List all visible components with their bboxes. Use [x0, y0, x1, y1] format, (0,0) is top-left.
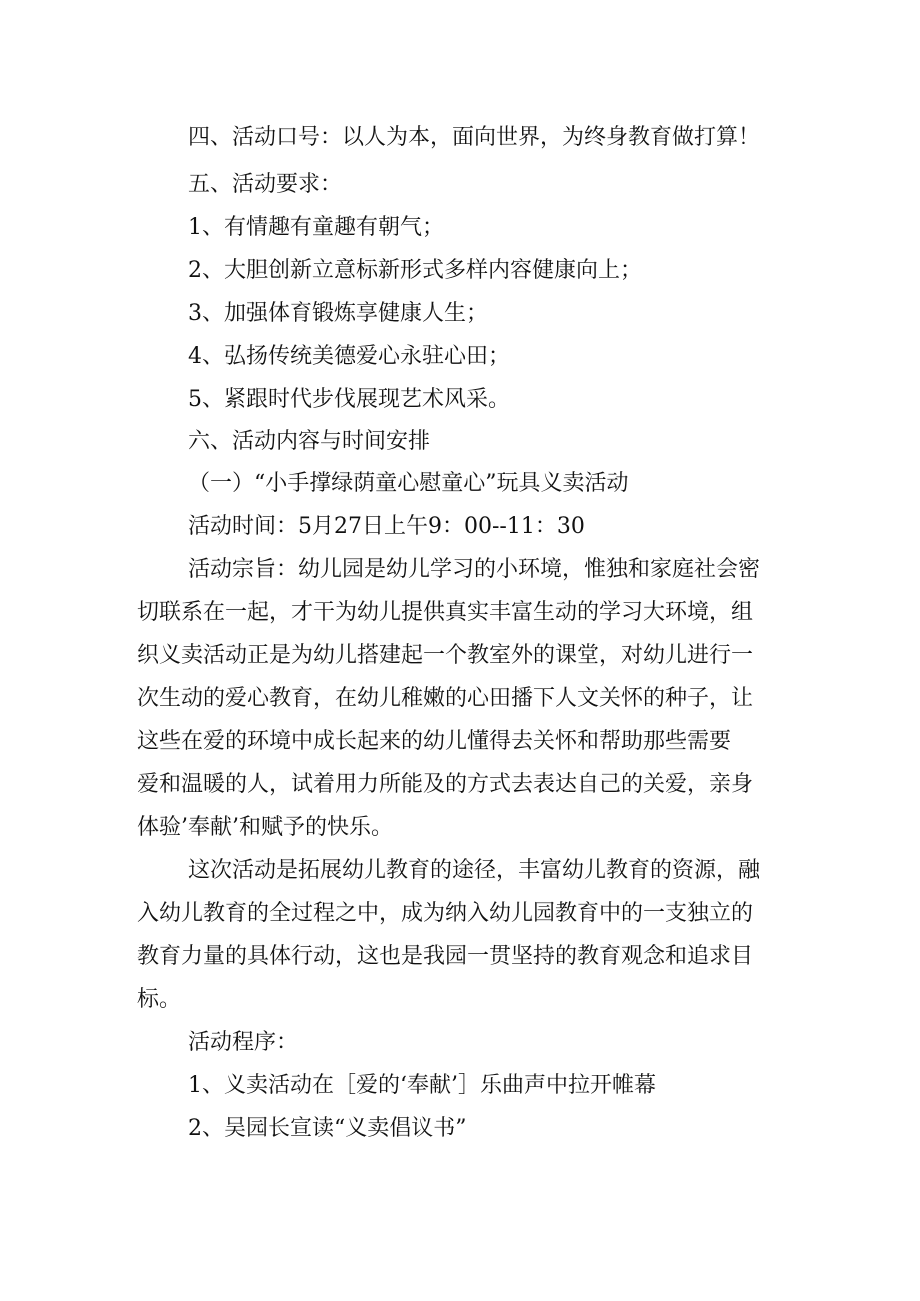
purpose-paragraph-line-2: 切联系在一起，才干为幼儿提供真实丰富生动的学习大环境，组 [137, 600, 754, 625]
slogan-line: 四、活动口号：以人为本，面向世界，为终身教育做打算！ [188, 125, 761, 150]
purpose-paragraph-line-5: 这些在爱的环境中成长起来的幼儿懂得去关怀和帮助那些需要 [137, 729, 732, 754]
requirement-item-5: 5、紧跟时代步伐展现艺术风采。 [188, 387, 510, 412]
requirement-item-3: 3、加强体育锻炼享健康人生； [188, 301, 488, 326]
purpose-paragraph-line-6: 爱和温暖的人，试着用力所能及的方式去表达自己的关爱，亲身 [137, 772, 754, 797]
requirement-item-4: 4、弘扬传统美德爱心永驻心田； [188, 344, 510, 369]
activity-time: 活动时间：5月27日上午9：00--11：30 [188, 514, 585, 539]
subsection-heading: （一）“小手撑绿荫童心慰童心”玩具义卖活动 [188, 471, 629, 496]
requirements-heading: 五、活动要求： [188, 172, 343, 197]
significance-paragraph-line-2: 入幼儿教育的全过程之中，成为纳入幼儿园教育中的一支独立的 [137, 901, 754, 926]
significance-paragraph-line-1: 这次活动是拓展幼儿教育的途径，丰富幼儿教育的资源，融 [188, 858, 761, 883]
procedure-item-1: 1、义卖活动在［爱的‘奉献’］乐曲声中拉开帷幕 [188, 1073, 656, 1098]
purpose-paragraph-line-3: 织义卖活动正是为幼儿搭建起一个教室外的课堂，对幼儿进行一 [137, 643, 754, 668]
schedule-heading: 六、活动内容与时间安排 [188, 429, 431, 454]
significance-paragraph-line-3: 教育力量的具体行动，这也是我园一贯坚持的教育观念和追求目 [137, 944, 754, 969]
requirement-item-1: 1、有情趣有童趣有朝气； [188, 215, 444, 240]
purpose-paragraph-line-1: 活动宗旨：幼儿园是幼儿学习的小环境，惟独和家庭社会密 [188, 557, 761, 582]
procedure-item-2: 2、吴园长宣读“义卖倡议书” [188, 1116, 467, 1141]
purpose-paragraph-line-7: 体验’奉献’和赋予的快乐。 [137, 815, 393, 840]
significance-paragraph-line-4: 标。 [137, 987, 182, 1012]
requirement-item-2: 2、大胆创新立意标新形式多样内容健康向上； [188, 258, 642, 283]
procedure-heading: 活动程序： [188, 1030, 299, 1055]
purpose-paragraph-line-4: 次生动的爱心教育，在幼儿稚嫩的心田播下人文关怀的种子，让 [137, 686, 754, 711]
